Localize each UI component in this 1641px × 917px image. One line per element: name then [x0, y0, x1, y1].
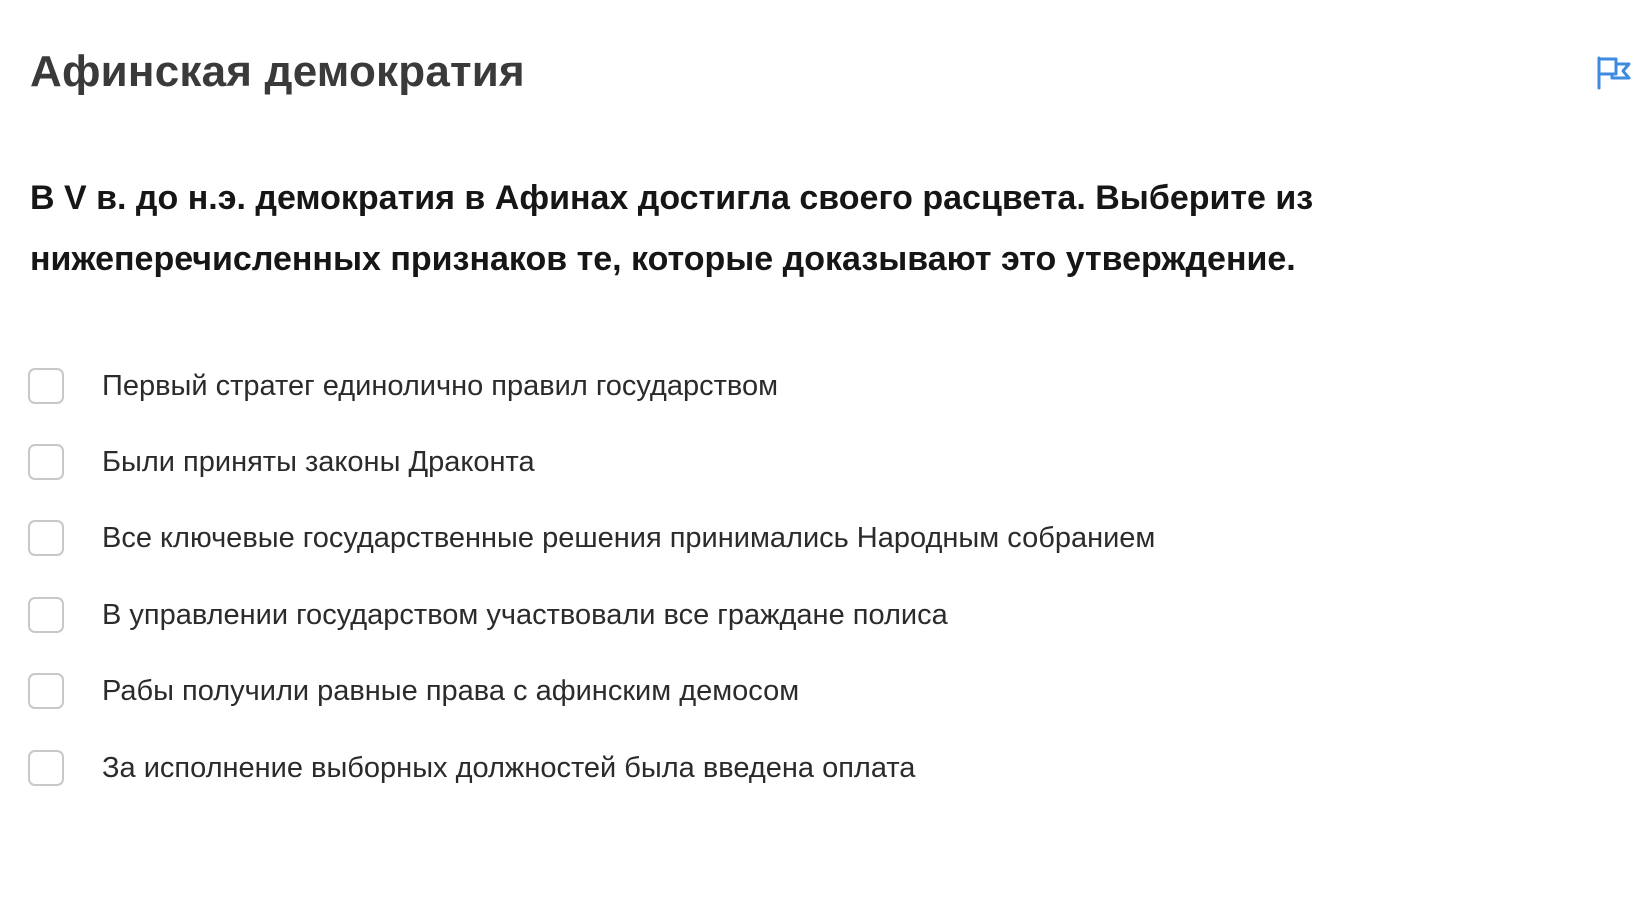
question-text: В V в. до н.э. демократия в Афинах достигла своего расцвета. Выберите из нижеперечисленных признаков те, которые доказывают это утверждение.	[30, 179, 1314, 278]
option-checkbox[interactable]	[28, 597, 64, 633]
page-title: Афинская демократия	[30, 47, 525, 96]
option-checkbox[interactable]	[28, 673, 64, 709]
option-checkbox[interactable]	[28, 368, 64, 404]
answer-option[interactable]	[28, 442, 1328, 482]
option-label: Рабы получили равные права с афинским демосом	[102, 675, 800, 707]
option-label: Все ключевые государственные решения принимались Народным собранием	[102, 522, 1156, 554]
answer-option[interactable]	[28, 595, 1328, 635]
answer-option[interactable]	[28, 366, 1328, 406]
option-checkbox[interactable]	[28, 444, 64, 480]
option-label: За исполнение выборных должностей была введена оплата	[102, 752, 916, 784]
answer-option[interactable]	[28, 671, 1328, 711]
option-label: Были приняты законы Драконта	[102, 446, 535, 478]
answer-option[interactable]	[28, 518, 1328, 558]
answer-option[interactable]	[28, 748, 1328, 788]
option-label: В управлении государством участвовали все граждане полиса	[102, 599, 948, 631]
flag-icon	[1596, 56, 1632, 90]
option-checkbox[interactable]	[28, 520, 64, 556]
option-label: Первый стратег единолично правил государством	[102, 370, 779, 402]
option-checkbox[interactable]	[28, 750, 64, 786]
report-flag-button[interactable]	[1596, 56, 1632, 90]
